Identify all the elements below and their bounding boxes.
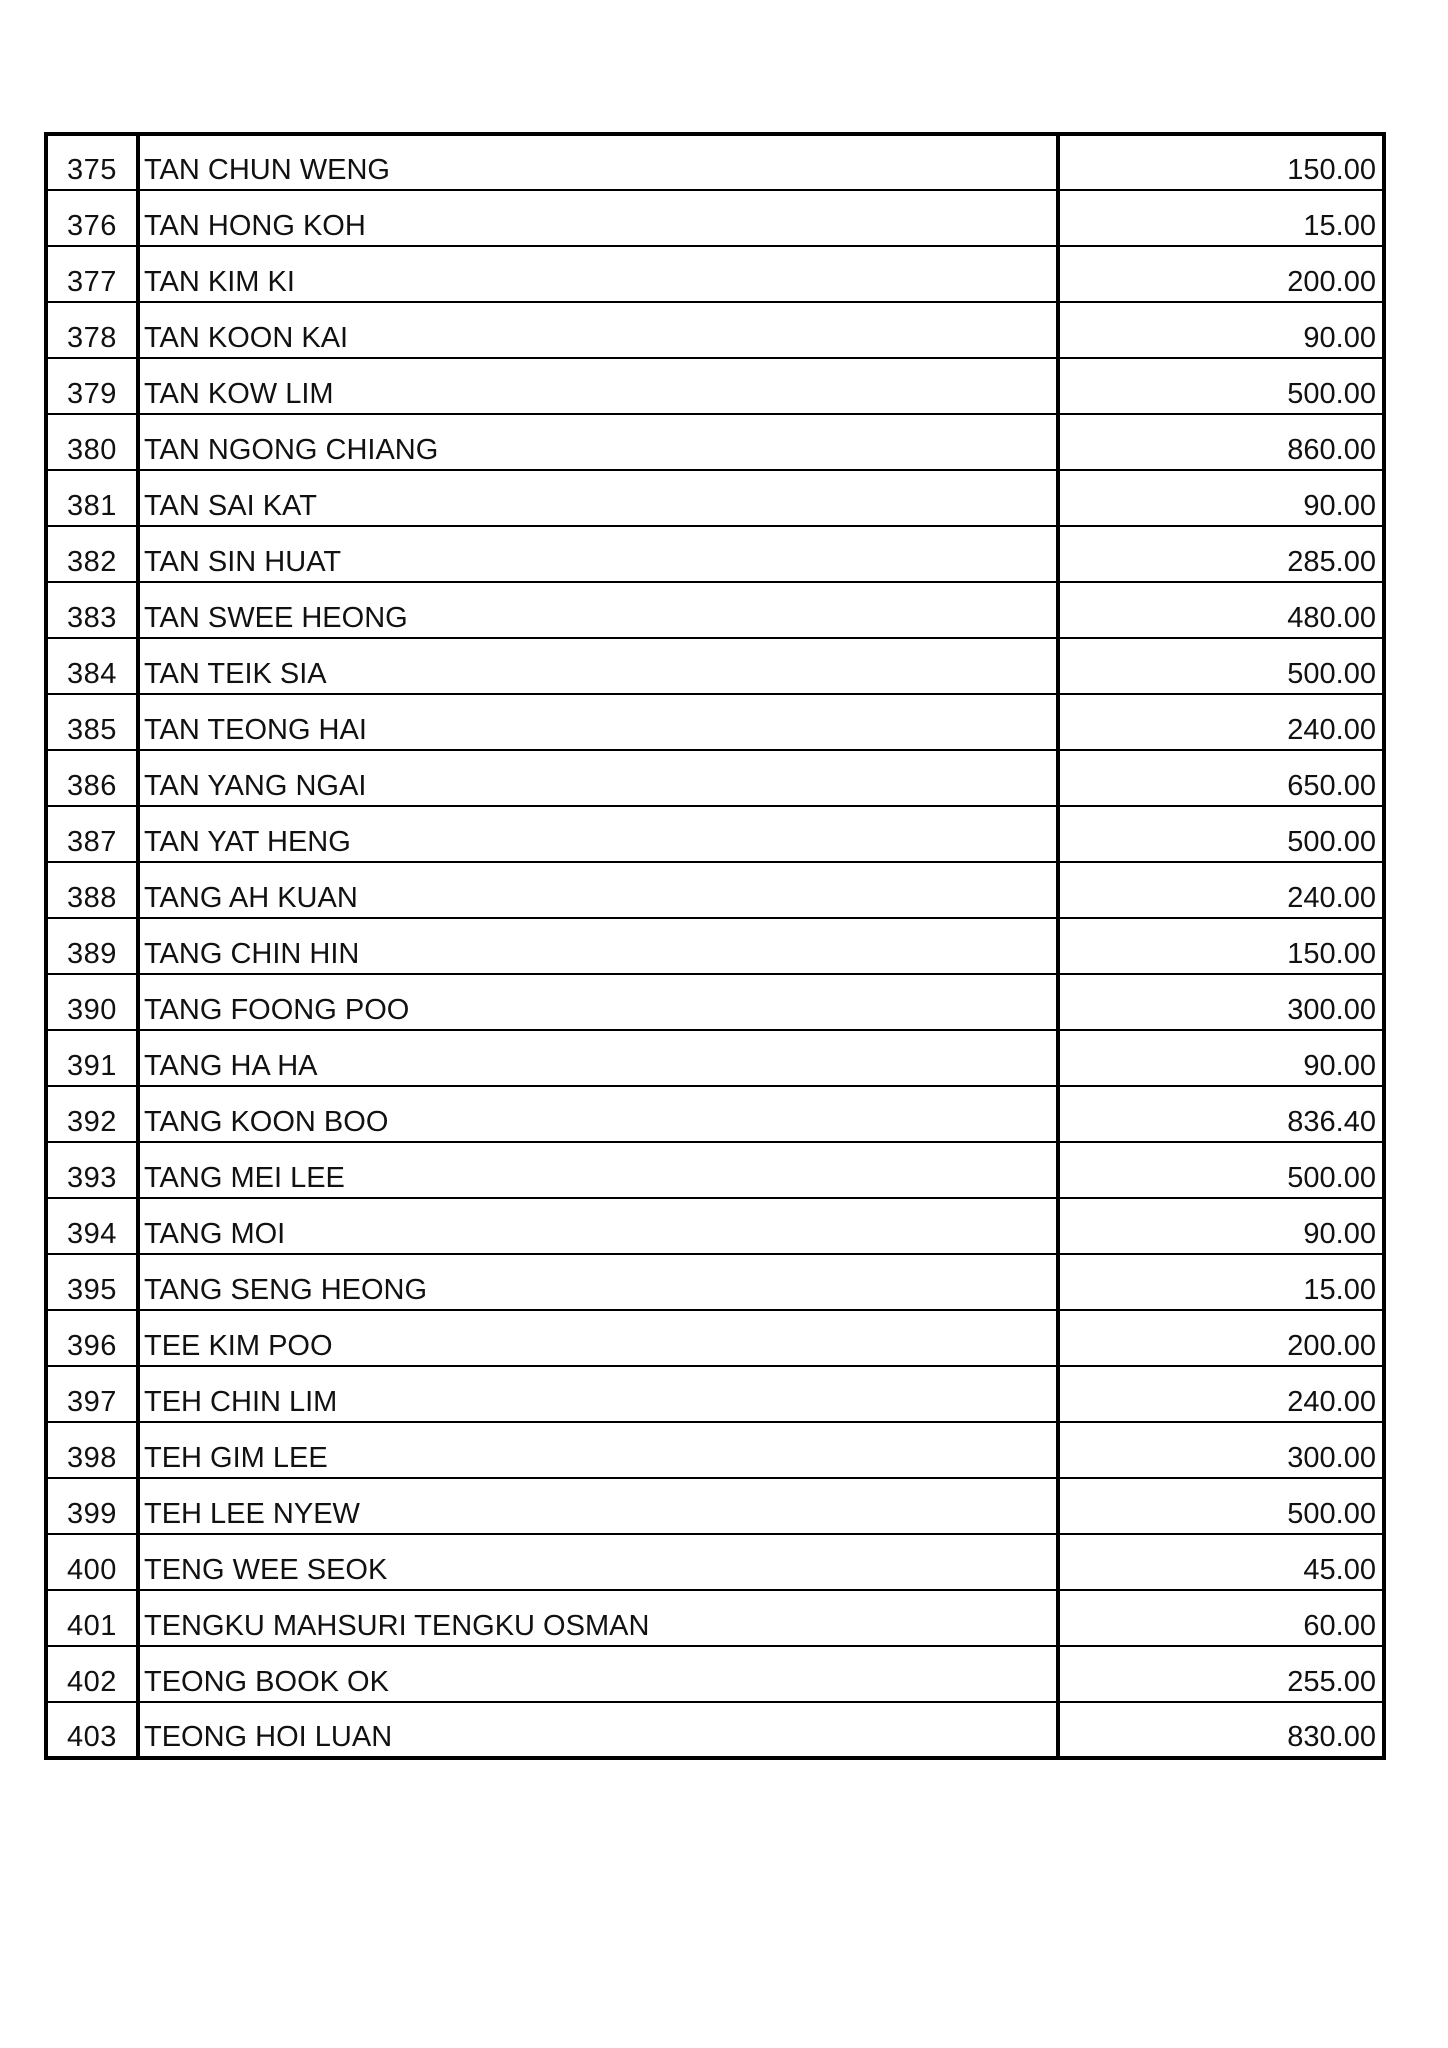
row-number-cell: 397 [46, 1366, 138, 1422]
name-cell: TANG CHIN HIN [138, 918, 1058, 974]
row-number-cell: 388 [46, 862, 138, 918]
table-row [46, 806, 1384, 862]
name-cell: TAN YAT HENG [138, 806, 1058, 862]
contributor-table [44, 132, 1386, 1760]
name-cell: TANG HA HA [138, 1030, 1058, 1086]
table-row [46, 134, 1384, 190]
name-cell: TANG SENG HEONG [138, 1254, 1058, 1310]
table-row [46, 470, 1384, 526]
amount-cell: 90.00 [1058, 1030, 1384, 1086]
table-row [46, 1534, 1384, 1590]
table-row [46, 1198, 1384, 1254]
amount-cell: 500.00 [1058, 806, 1384, 862]
amount-cell: 240.00 [1058, 1366, 1384, 1422]
table-row [46, 638, 1384, 694]
name-cell: TAN SAI KAT [138, 470, 1058, 526]
table-row [46, 1590, 1384, 1646]
amount-cell: 285.00 [1058, 526, 1384, 582]
name-cell: TAN HONG KOH [138, 190, 1058, 246]
row-number-cell: 392 [46, 1086, 138, 1142]
row-number-cell: 394 [46, 1198, 138, 1254]
table-row [46, 1366, 1384, 1422]
amount-cell: 150.00 [1058, 134, 1384, 190]
amount-cell: 60.00 [1058, 1590, 1384, 1646]
table-row [46, 918, 1384, 974]
name-cell: TENGKU MAHSURI TENGKU OSMAN [138, 1590, 1058, 1646]
name-cell: TANG FOONG POO [138, 974, 1058, 1030]
amount-cell: 860.00 [1058, 414, 1384, 470]
name-cell: TAN CHUN WENG [138, 134, 1058, 190]
name-cell: TANG MOI [138, 1198, 1058, 1254]
name-cell: TAN TEIK SIA [138, 638, 1058, 694]
row-number-cell: 375 [46, 134, 138, 190]
name-cell: TEH GIM LEE [138, 1422, 1058, 1478]
name-cell: TEONG BOOK OK [138, 1646, 1058, 1702]
table-row [46, 1142, 1384, 1198]
name-cell: TANG MEI LEE [138, 1142, 1058, 1198]
amount-cell: 255.00 [1058, 1646, 1384, 1702]
amount-cell: 500.00 [1058, 358, 1384, 414]
amount-cell: 650.00 [1058, 750, 1384, 806]
row-number-cell: 399 [46, 1478, 138, 1534]
name-cell: TANG AH KUAN [138, 862, 1058, 918]
row-number-cell: 391 [46, 1030, 138, 1086]
name-cell: TANG KOON BOO [138, 1086, 1058, 1142]
table-row [46, 358, 1384, 414]
table-row [46, 1086, 1384, 1142]
amount-cell: 90.00 [1058, 1198, 1384, 1254]
row-number-cell: 379 [46, 358, 138, 414]
table-row [46, 414, 1384, 470]
table-row [46, 750, 1384, 806]
row-number-cell: 376 [46, 190, 138, 246]
amount-cell: 90.00 [1058, 302, 1384, 358]
name-cell: TAN KOON KAI [138, 302, 1058, 358]
amount-cell: 150.00 [1058, 918, 1384, 974]
amount-cell: 15.00 [1058, 190, 1384, 246]
amount-cell: 500.00 [1058, 638, 1384, 694]
table-row [46, 526, 1384, 582]
table-row [46, 302, 1384, 358]
amount-cell: 200.00 [1058, 246, 1384, 302]
table-row [46, 1254, 1384, 1310]
amount-cell: 480.00 [1058, 582, 1384, 638]
row-number-cell: 401 [46, 1590, 138, 1646]
name-cell: TAN TEONG HAI [138, 694, 1058, 750]
name-cell: TEONG HOI LUAN [138, 1702, 1058, 1758]
row-number-cell: 387 [46, 806, 138, 862]
row-number-cell: 396 [46, 1310, 138, 1366]
table-row [46, 582, 1384, 638]
row-number-cell: 380 [46, 414, 138, 470]
amount-cell: 90.00 [1058, 470, 1384, 526]
row-number-cell: 390 [46, 974, 138, 1030]
amount-cell: 200.00 [1058, 1310, 1384, 1366]
amount-cell: 300.00 [1058, 1422, 1384, 1478]
amount-cell: 240.00 [1058, 862, 1384, 918]
amount-cell: 45.00 [1058, 1534, 1384, 1590]
table-row [46, 1702, 1384, 1758]
name-cell: TAN KOW LIM [138, 358, 1058, 414]
name-cell: TAN NGONG CHIANG [138, 414, 1058, 470]
name-cell: TAN KIM KI [138, 246, 1058, 302]
name-cell: TEE KIM POO [138, 1310, 1058, 1366]
row-number-cell: 382 [46, 526, 138, 582]
row-number-cell: 384 [46, 638, 138, 694]
amount-cell: 836.40 [1058, 1086, 1384, 1142]
row-number-cell: 385 [46, 694, 138, 750]
name-cell: TAN SIN HUAT [138, 526, 1058, 582]
amount-cell: 500.00 [1058, 1478, 1384, 1534]
name-cell: TAN SWEE HEONG [138, 582, 1058, 638]
row-number-cell: 378 [46, 302, 138, 358]
table-row [46, 1478, 1384, 1534]
table-row [46, 1422, 1384, 1478]
table-row [46, 1030, 1384, 1086]
table-row [46, 694, 1384, 750]
row-number-cell: 398 [46, 1422, 138, 1478]
row-number-cell: 381 [46, 470, 138, 526]
amount-cell: 240.00 [1058, 694, 1384, 750]
row-number-cell: 377 [46, 246, 138, 302]
row-number-cell: 402 [46, 1646, 138, 1702]
table-row [46, 1646, 1384, 1702]
row-number-cell: 389 [46, 918, 138, 974]
name-cell: TEH CHIN LIM [138, 1366, 1058, 1422]
table-row [46, 190, 1384, 246]
row-number-cell: 386 [46, 750, 138, 806]
table-row [46, 1310, 1384, 1366]
amount-cell: 15.00 [1058, 1254, 1384, 1310]
row-number-cell: 383 [46, 582, 138, 638]
amount-cell: 830.00 [1058, 1702, 1384, 1758]
name-cell: TAN YANG NGAI [138, 750, 1058, 806]
row-number-cell: 395 [46, 1254, 138, 1310]
table-row [46, 246, 1384, 302]
name-cell: TEH LEE NYEW [138, 1478, 1058, 1534]
name-cell: TENG WEE SEOK [138, 1534, 1058, 1590]
table-row [46, 862, 1384, 918]
row-number-cell: 393 [46, 1142, 138, 1198]
table-row [46, 974, 1384, 1030]
row-number-cell: 400 [46, 1534, 138, 1590]
amount-cell: 300.00 [1058, 974, 1384, 1030]
amount-cell: 500.00 [1058, 1142, 1384, 1198]
contributor-table-body [46, 134, 1384, 1758]
row-number-cell: 403 [46, 1702, 138, 1758]
